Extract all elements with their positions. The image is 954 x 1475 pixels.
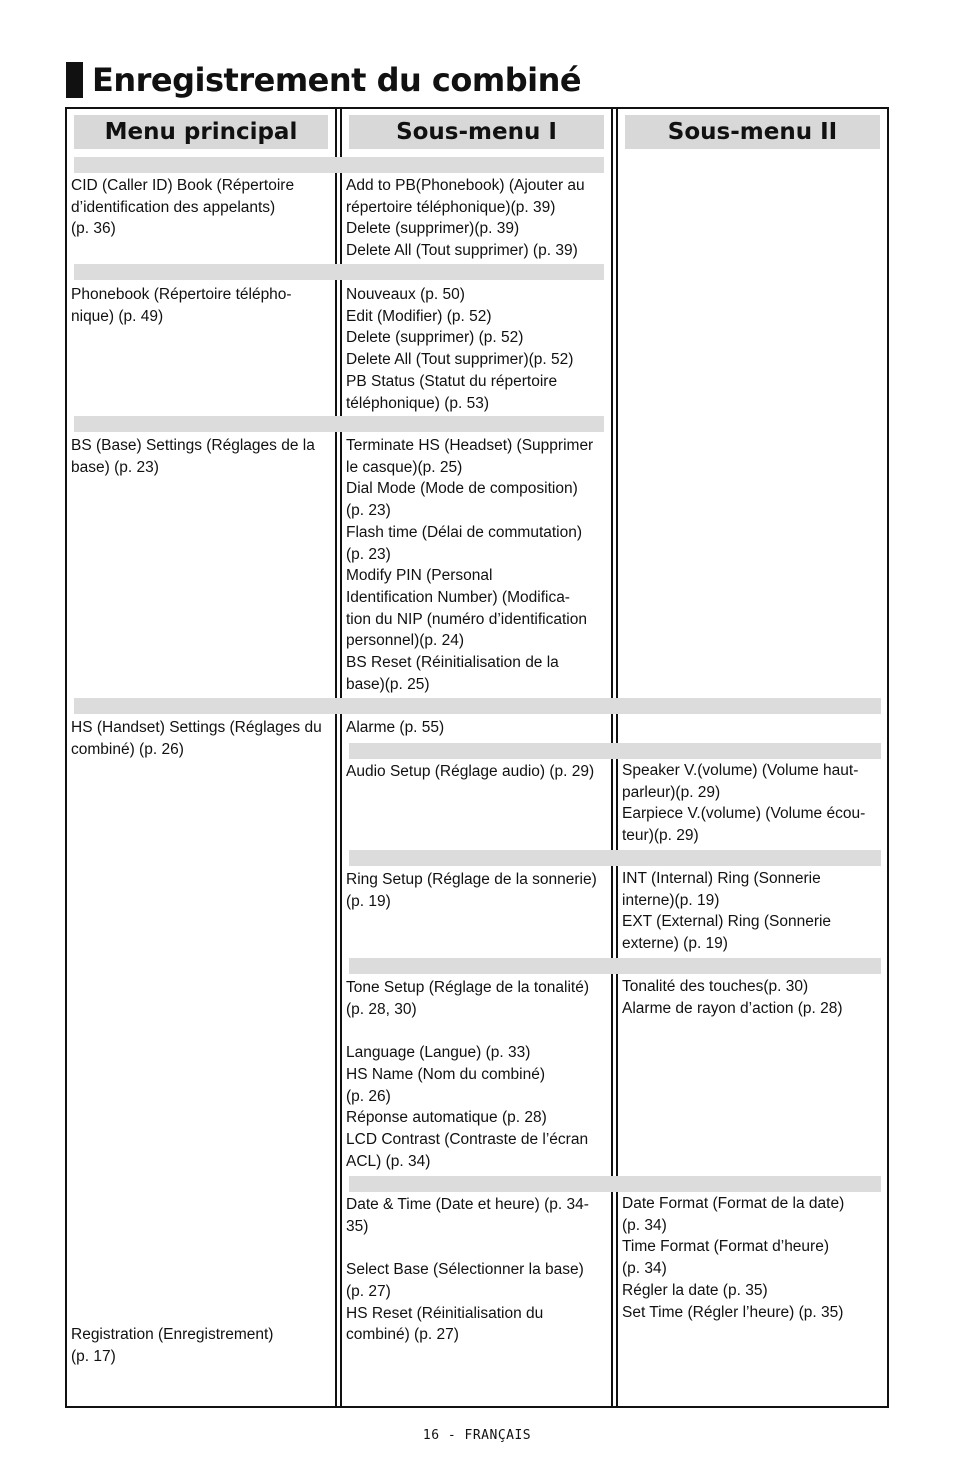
cell-line: Delete (supprimer)(p. 39) bbox=[346, 220, 520, 238]
cell-line: Earpiece V.(volume) (Volume écou- bbox=[622, 805, 866, 823]
cell-line: LCD Contrast (Contraste de l’écran bbox=[346, 1130, 589, 1148]
cell-line: INT (Internal) Ring (Sonnerie bbox=[622, 870, 821, 887]
cell-line: Date Format (Format de la date) bbox=[622, 1195, 845, 1212]
cell-line: Delete (supprimer) (p. 52) bbox=[346, 329, 524, 347]
cell-line: EXT (External) Ring (Sonnerie bbox=[622, 913, 832, 931]
cell-line: Ring Setup (Réglage de la sonnerie) bbox=[346, 871, 597, 888]
row-divider bbox=[349, 1176, 881, 1192]
cell-line: Time Format (Format d’heure) bbox=[622, 1238, 829, 1256]
page-title-text: Enregistrement du combiné bbox=[92, 61, 582, 99]
cell-line: 35) bbox=[346, 1217, 369, 1235]
cell-line: Identification Number) (Modifica- bbox=[346, 588, 570, 606]
cell-cid-main bbox=[71, 175, 333, 240]
cell-line: Audio Setup (Réglage audio) (p. 29) bbox=[346, 763, 595, 780]
cell-line: Flash time (Délai de commutation) bbox=[346, 523, 583, 541]
cell-phonebook-sub1 bbox=[346, 284, 608, 414]
cell-line: (p. 34) bbox=[622, 1216, 667, 1234]
cell-line: (p. 26) bbox=[346, 1087, 391, 1105]
row-divider bbox=[74, 157, 604, 173]
cell-ring-sub1 bbox=[346, 869, 608, 912]
cell-line: (p. 23) bbox=[346, 502, 391, 520]
cell-line: (p. 17) bbox=[71, 1347, 116, 1365]
cell-line: Terminate HS (Headset) (Supprimer bbox=[346, 437, 594, 454]
row-divider bbox=[349, 743, 881, 759]
cell-line: BS Reset (Réinitialisation de la bbox=[346, 654, 559, 672]
col-separator-1b bbox=[340, 107, 342, 1408]
cell-line: BS (Base) Settings (Réglages de la bbox=[71, 437, 315, 454]
cell-line: téléphonique) (p. 53) bbox=[346, 394, 490, 412]
cell-cid-sub1 bbox=[346, 175, 608, 262]
header-sous-menu-1: Sous-menu I bbox=[349, 115, 604, 149]
cell-line: Set Time (Régler l’heure) (p. 35) bbox=[622, 1303, 844, 1321]
row-divider bbox=[349, 850, 881, 866]
cell-ring-sub2 bbox=[622, 868, 884, 955]
table-right-border bbox=[887, 107, 889, 1408]
page-footer: 16 - FRANÇAIS bbox=[422, 1428, 532, 1443]
cell-hs-alarm bbox=[346, 717, 608, 739]
cell-line: Dial Mode (Mode de composition) bbox=[346, 480, 578, 498]
cell-line: Select Base (Sélectionner la base) bbox=[346, 1261, 584, 1279]
cell-line: Date & Time (Date et heure) (p. 34- bbox=[346, 1196, 589, 1213]
cell-line: (p. 34) bbox=[622, 1260, 667, 1278]
cell-audio-sub2 bbox=[622, 760, 884, 847]
cell-line: Edit (Modifier) (p. 52) bbox=[346, 307, 492, 325]
cell-line: externe) (p. 19) bbox=[622, 935, 728, 953]
cell-tone-sub1 bbox=[346, 977, 608, 1172]
cell-line: personnel)(p. 24) bbox=[346, 632, 465, 650]
header-menu-principal: Menu principal bbox=[74, 115, 328, 149]
cell-line: Registration (Enregistrement) bbox=[71, 1326, 274, 1343]
cell-date-sub1 bbox=[346, 1194, 608, 1346]
cell-line: combiné) (p. 27) bbox=[346, 1326, 459, 1344]
cell-line: (p. 23) bbox=[346, 545, 391, 563]
cell-line: Alarme (p. 55) bbox=[346, 719, 445, 736]
cell-line: CID (Caller ID) Book (Répertoire bbox=[71, 177, 295, 194]
cell-line: Add to PB(Phonebook) (Ajouter au bbox=[346, 177, 585, 194]
cell-line: parleur)(p. 29) bbox=[622, 783, 721, 801]
cell-line: PB Status (Statut du répertoire bbox=[346, 372, 558, 390]
cell-bs-main bbox=[71, 435, 333, 478]
cell-registration-main bbox=[71, 1324, 333, 1367]
cell-line: Régler la date (p. 35) bbox=[622, 1281, 768, 1299]
cell-audio-sub1 bbox=[346, 761, 608, 783]
cell-phonebook-main bbox=[71, 284, 333, 327]
cell-bs-sub1 bbox=[346, 435, 608, 695]
page-title bbox=[66, 58, 581, 102]
cell-line: Tone Setup (Réglage de la tonalité) bbox=[346, 979, 589, 996]
cell-line: Modify PIN (Personal bbox=[346, 567, 493, 585]
cell-line: HS Name (Nom du combiné) bbox=[346, 1065, 545, 1083]
table-top-border bbox=[65, 107, 889, 109]
cell-line: base) (p. 23) bbox=[71, 458, 159, 476]
cell-tone-sub2 bbox=[622, 976, 884, 1019]
cell-line: Speaker V.(volume) (Volume haut- bbox=[622, 762, 859, 779]
cell-line: ACL) (p. 34) bbox=[346, 1152, 431, 1170]
cell-line: Réponse automatique (p. 28) bbox=[346, 1109, 547, 1127]
cell-line: Nouveaux (p. 50) bbox=[346, 286, 465, 303]
row-divider bbox=[74, 264, 604, 280]
cell-line: tion du NIP (numéro d’identification bbox=[346, 610, 587, 628]
table-bottom-border bbox=[65, 1406, 889, 1408]
title-marker-block bbox=[66, 62, 83, 98]
cell-line: d’identification des appelants) bbox=[71, 198, 276, 216]
cell-line: interne)(p. 19) bbox=[622, 891, 720, 909]
cell-line: (p. 27) bbox=[346, 1282, 391, 1300]
cell-line: le casque)(p. 25) bbox=[346, 458, 463, 476]
cell-line: teur)(p. 29) bbox=[622, 827, 699, 845]
cell-line: répertoire téléphonique)(p. 39) bbox=[346, 198, 556, 216]
cell-line: Phonebook (Répertoire télépho- bbox=[71, 286, 292, 303]
row-divider bbox=[74, 416, 604, 432]
table-left-border bbox=[65, 107, 67, 1408]
row-divider bbox=[349, 958, 881, 974]
cell-line: HS Reset (Réinitialisation du bbox=[346, 1304, 544, 1322]
cell-gap bbox=[346, 1237, 608, 1259]
header-sous-menu-2: Sous-menu II bbox=[625, 115, 880, 149]
cell-gap bbox=[346, 1020, 608, 1042]
row-divider bbox=[74, 698, 881, 714]
cell-line: (p. 36) bbox=[71, 220, 116, 238]
cell-line: Delete All (Tout supprimer) (p. 39) bbox=[346, 242, 578, 260]
cell-line: HS (Handset) Settings (Réglages du bbox=[71, 719, 322, 736]
cell-date-sub2 bbox=[622, 1193, 884, 1323]
cell-line: Language (Langue) (p. 33) bbox=[346, 1044, 531, 1062]
cell-line: base)(p. 25) bbox=[346, 675, 430, 693]
cell-line: Delete All (Tout supprimer)(p. 52) bbox=[346, 351, 574, 369]
cell-line: (p. 19) bbox=[346, 892, 391, 910]
cell-line: Alarme de rayon d’action (p. 28) bbox=[622, 999, 843, 1017]
cell-line: nique) (p. 49) bbox=[71, 307, 164, 325]
cell-line: Tonalité des touches(p. 30) bbox=[622, 978, 809, 995]
col-separator-1a bbox=[335, 107, 337, 1408]
cell-line: (p. 28, 30) bbox=[346, 1000, 417, 1018]
cell-line: combiné) (p. 26) bbox=[71, 740, 184, 758]
cell-hs-main bbox=[71, 717, 333, 760]
